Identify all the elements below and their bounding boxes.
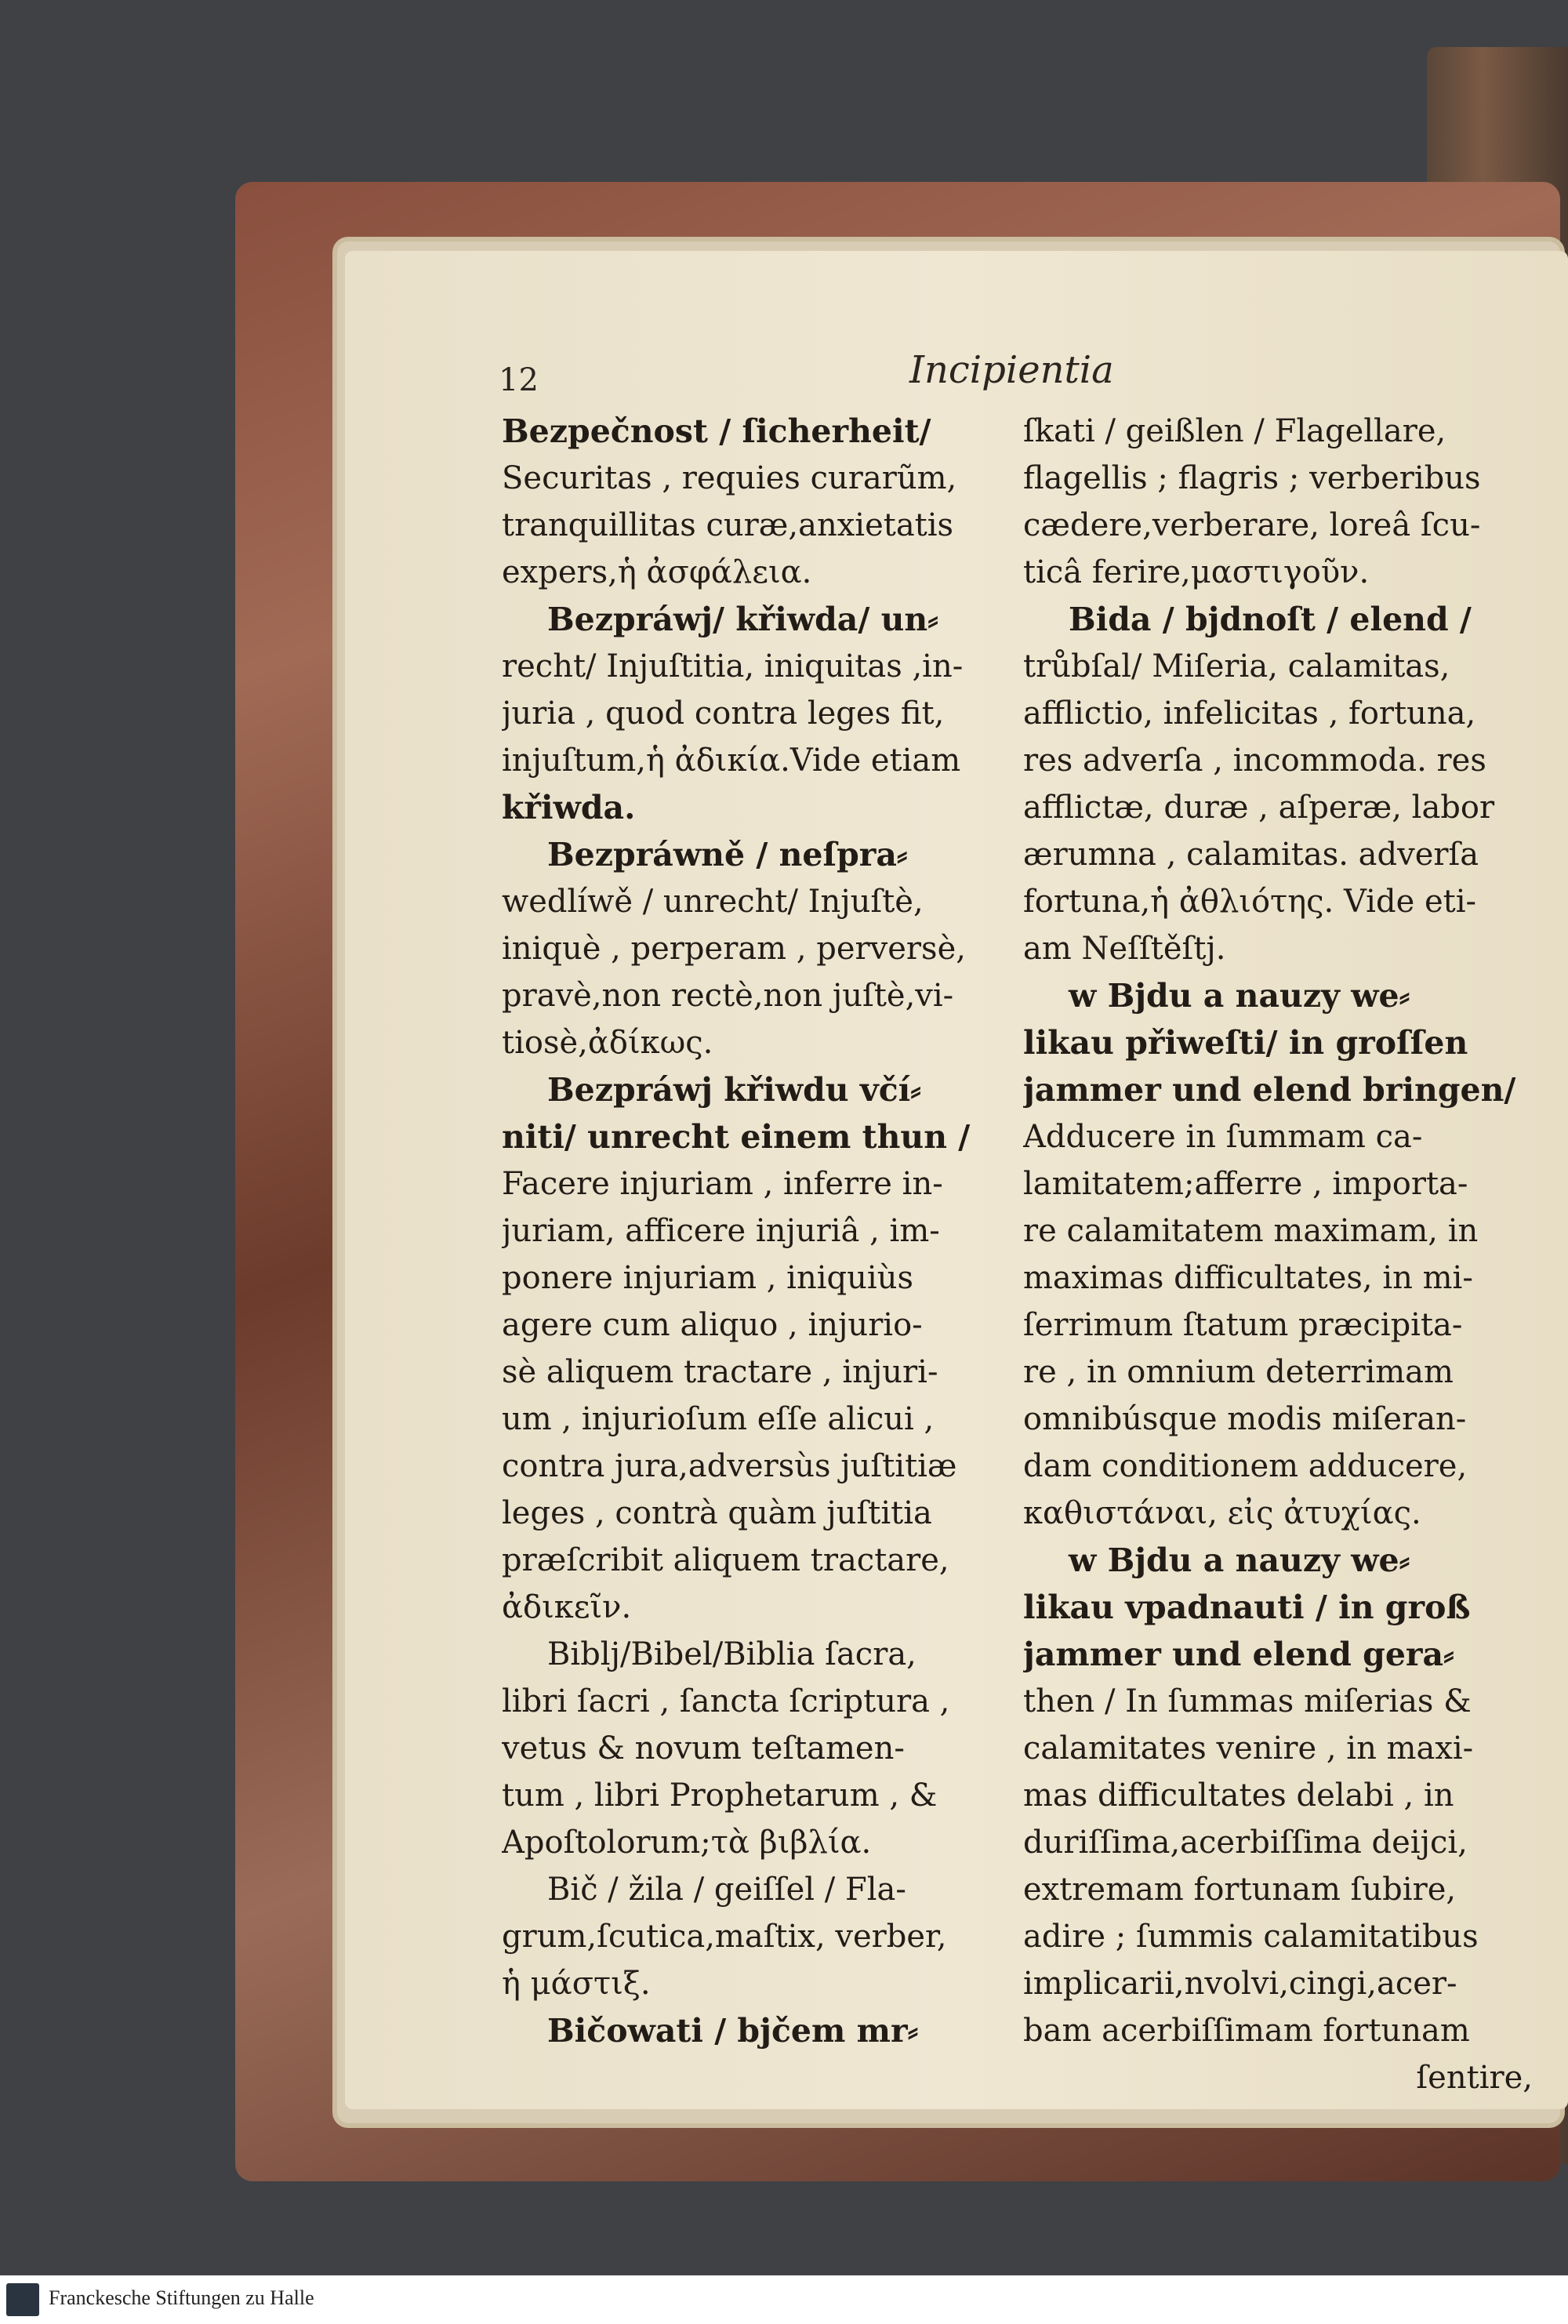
text-line: mas difficultates delabi , in: [1023, 1777, 1454, 1814]
text-line: expers,ἡ ἀσφάλεια.: [502, 554, 812, 590]
text-line: grum,ſcutica,maſtix, verber,: [502, 1919, 947, 1955]
footer-bar: [0, 2275, 1568, 2324]
text-line: bam acerbiſſimam fortunam: [1023, 2013, 1470, 2049]
text-line: Bezpráwj křiwdu včí⸗: [547, 1071, 921, 1109]
institution-logo: [6, 2283, 39, 2316]
text-line: ſerrimum ſtatum præcipita-: [1023, 1307, 1463, 1343]
text-line: ærumna , calamitas. adverſa: [1023, 837, 1479, 873]
text-line: agere cum aliquo , injurio-: [502, 1307, 923, 1343]
text-line: sè aliquem tractare , injuri-: [502, 1354, 938, 1390]
footer-credit: Franckesche Stiftungen zu Halle: [49, 2286, 314, 2309]
text-line: am Neſſtěſtj.: [1023, 931, 1226, 967]
text-line: niti/ unrecht einem thun /: [502, 1118, 971, 1156]
text-line: ticâ ferire,μαστιγοῦν.: [1023, 554, 1370, 590]
text-line: likau přiweſti/ in groſſen: [1023, 1024, 1468, 1062]
text-line: juriam, afficere injuriâ , im-: [502, 1213, 940, 1249]
text-line: Bičowati / bjčem mr⸗: [547, 2012, 919, 2050]
text-line: Bezpráwj/ křiwda/ un⸗: [547, 601, 938, 638]
text-line: re calamitatem maximam, in: [1023, 1213, 1479, 1249]
text-line: Biblj/Bibel/Biblia ſacra,: [547, 1636, 916, 1672]
text-line: then / In ſummas miſerias &: [1023, 1683, 1472, 1719]
text-line: maximas difficultates, in mi-: [1023, 1260, 1473, 1296]
text-line: lamitatem;afferre , importa-: [1023, 1166, 1468, 1202]
text-line: flagellis ; flagris ; verberibus: [1023, 460, 1481, 496]
right-column: [1023, 408, 1533, 2101]
text-line: Bida / bjdnoſt / elend /: [1069, 601, 1472, 638]
text-line: re , in omnium deterrimam: [1023, 1354, 1454, 1390]
text-line: ponere injuriam , iniquiùs: [502, 1260, 913, 1296]
page-number: 12: [499, 362, 539, 398]
text-line: recht/ Injuſtitia, iniquitas ,in-: [502, 648, 964, 684]
text-line: w Bjdu a nauzy we⸗: [1069, 1541, 1410, 1579]
left-column: [502, 408, 1011, 2054]
text-line: adire ; ſummis calamitatibus: [1023, 1919, 1479, 1955]
text-line: Bezpráwně / neſpra⸗: [547, 836, 908, 873]
text-line: contra jura,adversùs juſtitiæ: [502, 1448, 957, 1484]
text-line: afflictio, infelicitas , fortuna,: [1023, 695, 1476, 732]
text-line: cædere,verberare, loreâ ſcu-: [1023, 507, 1481, 543]
text-line: omnibúsque modis miſeran-: [1023, 1401, 1467, 1437]
text-line: præſcribit aliquem tractare,: [502, 1542, 949, 1578]
text-line: iniquè , perperam , perversè,: [502, 931, 966, 967]
text-line: Apoſtolorum;τὰ βιβλία.: [502, 1825, 872, 1861]
text-line: duriſſima,acerbiſſima deijci,: [1023, 1825, 1468, 1861]
text-line: res adverſa , incommoda. res: [1023, 743, 1486, 779]
text-line: tranquillitas curæ,anxietatis: [502, 507, 954, 543]
text-line: leges , contrà quàm juſtitia: [502, 1495, 932, 1531]
text-line: καθιστάναι, εἰς ἀτυχίας.: [1023, 1495, 1421, 1531]
text-line: fortuna,ἡ ἀθλιότης. Vide eti-: [1023, 884, 1477, 920]
text-line: pravè,non rectè,non juſtè,vi-: [502, 978, 954, 1014]
text-line: Bezpečnost / ſicherheit/: [502, 412, 931, 450]
text-line: um , injurioſum eſſe alicui ,: [502, 1401, 935, 1437]
text-line: extremam fortunam ſubire,: [1023, 1872, 1457, 1908]
text-line: juria , quod contra leges fit,: [502, 695, 945, 732]
text-line: Facere injuriam , inferre in-: [502, 1166, 943, 1202]
text-line: tum , libri Prophetarum , &: [502, 1777, 938, 1814]
text-line: afflictæ, duræ , aſperæ, labor: [1023, 790, 1495, 826]
text-line: wedlíwě / unrecht/ Injuſtè,: [502, 884, 924, 920]
running-head: Incipientia: [909, 348, 1114, 392]
text-line: injuſtum,ἡ ἀδικία.Vide etiam: [502, 743, 961, 779]
text-line: tiosè,ἀδίκως.: [502, 1025, 713, 1061]
text-line: jammer und elend bringen/: [1023, 1071, 1516, 1109]
text-line: Securitas , requies curarũm,: [502, 460, 957, 496]
text-line: w Bjdu a nauzy we⸗: [1069, 977, 1410, 1015]
text-line: Adducere in ſummam ca-: [1023, 1119, 1423, 1155]
text-line: ἡ μάστιξ.: [502, 1966, 651, 2002]
text-line: křiwda.: [502, 789, 636, 826]
text-line: ſkati / geißlen / Flagellare,: [1023, 413, 1446, 449]
text-line: vetus & novum teſtamen-: [502, 1730, 905, 1767]
text-line: likau vpadnauti / in groß: [1023, 1589, 1471, 1626]
text-line: calamitates venire , in maxi-: [1023, 1730, 1474, 1767]
text-line: dam conditionem adducere,: [1023, 1448, 1468, 1484]
text-line: libri ſacri , ſancta ſcriptura ,: [502, 1683, 950, 1719]
text-line: ſentire,: [1416, 2060, 1533, 2096]
text-line: Bič / žila / geiſſel / Fla-: [547, 1872, 906, 1908]
text-line: trůbſal/ Miſeria, calamitas,: [1023, 648, 1450, 684]
text-line: ἀδικεῖν.: [502, 1589, 632, 1625]
text-line: implicarii,nvolvi,cingi,acer-: [1023, 1966, 1457, 2002]
text-line: jammer und elend gera⸗: [1023, 1636, 1454, 1673]
